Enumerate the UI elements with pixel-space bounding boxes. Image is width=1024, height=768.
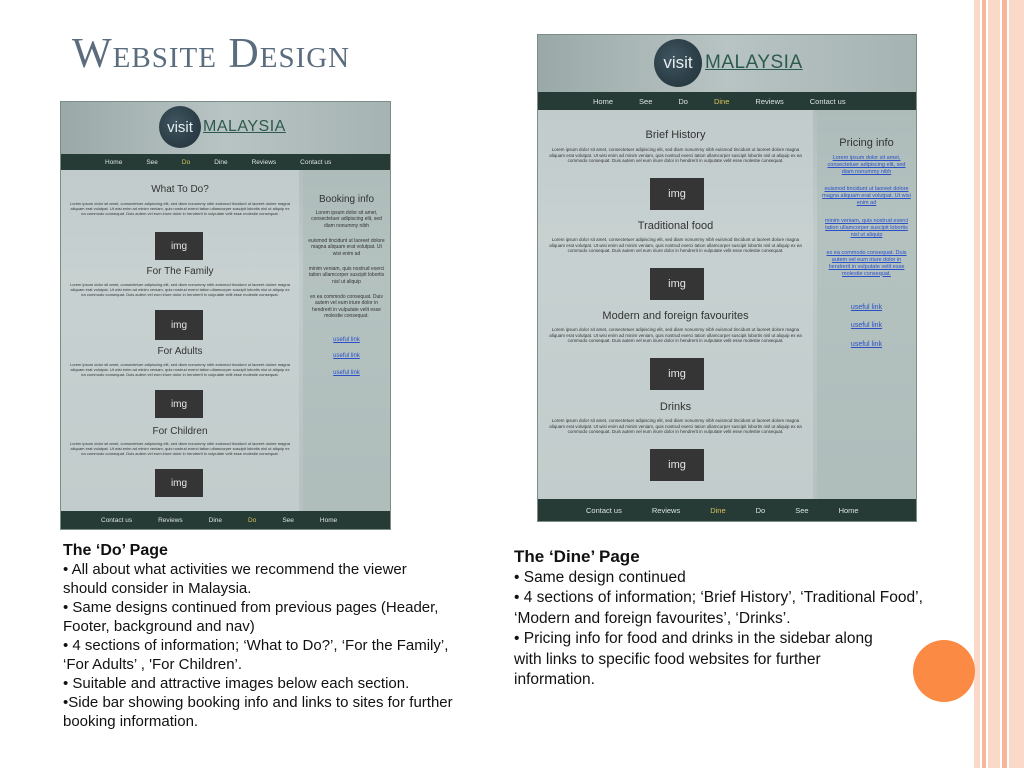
nav-item-home[interactable]: Home bbox=[593, 96, 614, 106]
decorative-orange-circle bbox=[913, 640, 975, 702]
do-page-caption bbox=[63, 541, 453, 731]
section-image: img bbox=[155, 469, 203, 497]
section-text: Lorem ipsum dolor sit amet, consectetuer adipiscing elit, sed diam nonummy nibh euismod tincidunt ut laoreet dolore magna aliquam erat volutpat. Ut wisi enim ad minim veniam, quis nostrud exerci tation ullamcorper suscipit lobortis nisl ut aliquip ex ea commodo consequat. Duis autem vel eum iriure dolor in hendrerit in vulputate velit esse molestie consequat. bbox=[549, 327, 802, 344]
footer-nav bbox=[538, 499, 916, 521]
sidebar-title: Booking info bbox=[318, 194, 375, 205]
footer-item-dine[interactable]: Dine bbox=[208, 516, 223, 524]
logo bbox=[654, 39, 803, 87]
sidebar-text: Lorem ipsum dolor sit amet, consectetuer adipiscing elit, sed diam nonummy nibh bbox=[311, 210, 382, 229]
nav-item-reviews[interactable]: Reviews bbox=[755, 96, 784, 106]
caption-bullet: • Same designs continued from previous pages (Header, Footer, background and nav) bbox=[63, 599, 439, 635]
footer-item-do[interactable]: Do bbox=[755, 505, 766, 515]
sidebar-text: ex ea commodo consequat. Duis autem vel eum iriure dolor in hendrerit in vulputate velit esse molestie consequat. bbox=[310, 294, 383, 319]
section-text: Lorem ipsum dolor sit amet, consectetuer adipiscing elit, sed diam nonummy nibh euismod tincidunt ut laoreet dolore magna aliquam erat volutpat. Ut wisi enim ad minim veniam, quis nostrud exerci tation ullamcorper suscipit lobortis nisl ut aliquip ex ea commodo consequat. Duis autem vel eum iriure dolor in hendrerit in vulputate velit esse molestie consequat. bbox=[70, 201, 290, 216]
sidebar-text: minim veniam, quis nostrud exerci tation ullamcorper suscipit lobortis nisl ut aliquip bbox=[308, 266, 385, 285]
section-image: img bbox=[155, 310, 203, 340]
footer-item-reviews[interactable]: Reviews bbox=[651, 505, 681, 515]
nav-item-dine[interactable]: Dine bbox=[214, 158, 228, 166]
useful-link[interactable]: useful link bbox=[850, 304, 883, 311]
sidebar bbox=[303, 170, 390, 511]
sidebar-text[interactable]: Lorem ipsum dolor sit amet, consectetuer adipiscing elit, sed diam nonummy nibh bbox=[827, 155, 906, 175]
slide-title: Website Design bbox=[72, 31, 351, 77]
section-title: What To Do? bbox=[151, 184, 209, 195]
useful-link[interactable]: useful link bbox=[333, 370, 360, 376]
footer-item-reviews[interactable]: Reviews bbox=[158, 516, 183, 524]
section-image: img bbox=[650, 449, 704, 481]
useful-link[interactable]: useful link bbox=[850, 341, 883, 348]
section-text: Lorem ipsum dolor sit amet, consectetuer adipiscing elit, sed diam nonummy nibh euismod tincidunt ut laoreet dolore magna aliquam erat volutpat. Ut wisi enim ad minim veniam, quis nostrud exerci tation ullamcorper suscipit lobortis nisl ut aliquip ex ea commodo consequat. Duis autem vel eum iriure dolor in hendrerit in vulputate velit esse molestie consequat. bbox=[549, 147, 802, 164]
useful-link[interactable]: useful link bbox=[333, 353, 360, 359]
useful-link[interactable]: useful link bbox=[850, 322, 883, 329]
sidebar-text: euismod tincidunt ut laoreet dolore magna aliquam erat volutpat. Ut wisi enim ad bbox=[308, 238, 385, 257]
decorative-stripes bbox=[974, 0, 1024, 768]
caption-bullet: • Suitable and attractive images below each section. bbox=[63, 675, 410, 692]
nav-item-reviews[interactable]: Reviews bbox=[251, 158, 277, 166]
logo-globe-icon bbox=[654, 39, 702, 87]
main-content bbox=[538, 110, 813, 499]
logo-visit-text: visit bbox=[167, 118, 193, 136]
section-text: Lorem ipsum dolor sit amet, consectetuer adipiscing elit, sed diam nonummy nibh euismod tincidunt ut laoreet dolore magna aliquam erat volutpat. Ut wisi enim ad minim veniam, quis nostrud exerci tation ullamcorper suscipit lobortis nisl ut aliquip ex ea commodo consequat. Duis autem vel eum iriure dolor in hendrerit in vulputate velit esse molestie consequat. bbox=[70, 282, 290, 297]
section-text: Lorem ipsum dolor sit amet, consectetuer adipiscing elit, sed diam nonummy nibh euismod tincidunt ut laoreet dolore magna aliquam erat volutpat. Ut wisi enim ad minim veniam, quis nostrud exerci tation ullamcorper suscipit lobortis nisl ut aliquip ex ea commodo consequat. Duis autem vel eum iriure dolor in hendrerit in vulputate velit esse molestie consequat. bbox=[70, 441, 290, 456]
nav-item-see[interactable]: See bbox=[639, 96, 653, 106]
section-image: img bbox=[155, 390, 203, 418]
nav-item-dine[interactable]: Dine bbox=[713, 96, 730, 106]
section-title: For Adults bbox=[157, 346, 203, 357]
footer-item-do[interactable]: Do bbox=[248, 516, 257, 524]
nav-item-contact[interactable]: Contact us bbox=[809, 96, 846, 106]
section-title: For The Family bbox=[146, 266, 214, 277]
footer-item-home[interactable]: Home bbox=[838, 505, 859, 515]
logo-globe-icon bbox=[159, 106, 201, 148]
do-page-mockup bbox=[60, 101, 391, 530]
nav-item-home[interactable]: Home bbox=[105, 158, 123, 166]
section-title: Traditional food bbox=[637, 220, 714, 232]
nav-item-contact[interactable]: Contact us bbox=[300, 158, 332, 166]
section-title: For Children bbox=[152, 426, 208, 437]
sidebar-text[interactable]: ex ea commodo consequat. Duis autem vel eum iriure dolor in hendrerit in vulputate velit esse molestie consequat. bbox=[826, 250, 907, 277]
caption-bullet: • 4 sections of information; ‘Brief History’, ‘Traditional Food’, ‘Modern and foreign favourites’, ‘Drinks’. bbox=[514, 589, 923, 627]
nav-item-do[interactable]: Do bbox=[181, 158, 191, 166]
footer-item-dine[interactable]: Dine bbox=[710, 505, 726, 515]
mockup-header bbox=[61, 102, 390, 154]
logo-brand-text: MALAYSIA bbox=[705, 52, 803, 73]
mockup-header bbox=[538, 35, 916, 92]
caption-bullet: • 4 sections of information; ‘What to Do?’, ‘For the Family’, ‘For Adults’ , 'For Children’. bbox=[63, 637, 449, 673]
sidebar-text[interactable]: euismod tincidunt ut laoreet dolore magna aliquam erat volutpat. Ut wisi enim ad bbox=[822, 186, 911, 206]
useful-link[interactable]: useful link bbox=[333, 337, 360, 343]
footer-item-contact[interactable]: Contact us bbox=[101, 516, 133, 524]
logo bbox=[159, 106, 286, 148]
section-title: Modern and foreign favourites bbox=[602, 310, 749, 322]
section-title: Brief History bbox=[645, 129, 706, 141]
caption-bullet: • All about what activities we recommend the viewer should consider in Malaysia. bbox=[63, 561, 407, 597]
section-image: img bbox=[650, 268, 704, 300]
caption-heading: The ‘Do’ Page bbox=[63, 542, 168, 559]
sidebar-text[interactable]: minim veniam, quis nostrud exerci tation ullamcorper suscipit lobortis nisl ut aliquip bbox=[824, 218, 909, 238]
logo-visit-text: visit bbox=[663, 53, 693, 72]
section-text: Lorem ipsum dolor sit amet, consectetuer adipiscing elit, sed diam nonummy nibh euismod tincidunt ut laoreet dolore magna aliquam erat volutpat. Ut wisi enim ad minim veniam, quis nostrud exerci tation ullamcorper suscipit lobortis nisl ut aliquip ex ea commodo consequat. Duis autem vel eum iriure dolor in hendrerit in vulputate velit esse molestie consequat. bbox=[549, 237, 802, 254]
footer-item-home[interactable]: Home bbox=[319, 516, 338, 524]
sidebar bbox=[817, 110, 916, 499]
dine-page-mockup bbox=[537, 34, 917, 522]
section-image: img bbox=[650, 358, 704, 390]
logo-brand-text: MALAYSIA bbox=[203, 118, 286, 135]
section-text: Lorem ipsum dolor sit amet, consectetuer adipiscing elit, sed diam nonummy nibh euismod tincidunt ut laoreet dolore magna aliquam erat volutpat. Ut wisi enim ad minim veniam, quis nostrud exerci tation ullamcorper suscipit lobortis nisl ut aliquip ex ea commodo consequat. Duis autem vel eum iriure dolor in hendrerit in vulputate velit esse molestie consequat. bbox=[549, 418, 802, 435]
footer-item-contact[interactable]: Contact us bbox=[586, 505, 622, 515]
nav-item-do[interactable]: Do bbox=[678, 96, 688, 106]
nav-item-see[interactable]: See bbox=[146, 158, 158, 166]
footer-item-see[interactable]: See bbox=[282, 516, 294, 524]
caption-bullet: • Same design continued bbox=[514, 568, 686, 586]
main-content bbox=[61, 170, 299, 511]
section-text: Lorem ipsum dolor sit amet, consectetuer adipiscing elit, sed diam nonummy nibh euismod tincidunt ut laoreet dolore magna aliquam erat volutpat. Ut wisi enim ad minim veniam, quis nostrud exerci tation ullamcorper suscipit lobortis nisl ut aliquip ex ea commodo consequat. Duis autem vel eum iriure dolor in hendrerit in vulputate velit esse molestie consequat. bbox=[70, 362, 290, 377]
caption-bullet: • Pricing info for food and drinks in the sidebar along with links to specific food websites for further information. bbox=[514, 630, 873, 688]
main-nav bbox=[538, 92, 916, 110]
footer-item-see[interactable]: See bbox=[795, 505, 809, 515]
section-title: Drinks bbox=[659, 401, 692, 413]
dine-page-caption bbox=[514, 547, 944, 691]
footer-nav bbox=[61, 511, 390, 529]
main-nav bbox=[61, 154, 390, 170]
caption-bullet: •Side bar showing booking info and links to sites for further booking information. bbox=[63, 694, 453, 730]
section-image: img bbox=[155, 232, 203, 260]
sidebar-title: Pricing info bbox=[839, 137, 894, 149]
caption-heading: The ‘Dine’ Page bbox=[514, 547, 640, 566]
section-image: img bbox=[650, 178, 704, 210]
